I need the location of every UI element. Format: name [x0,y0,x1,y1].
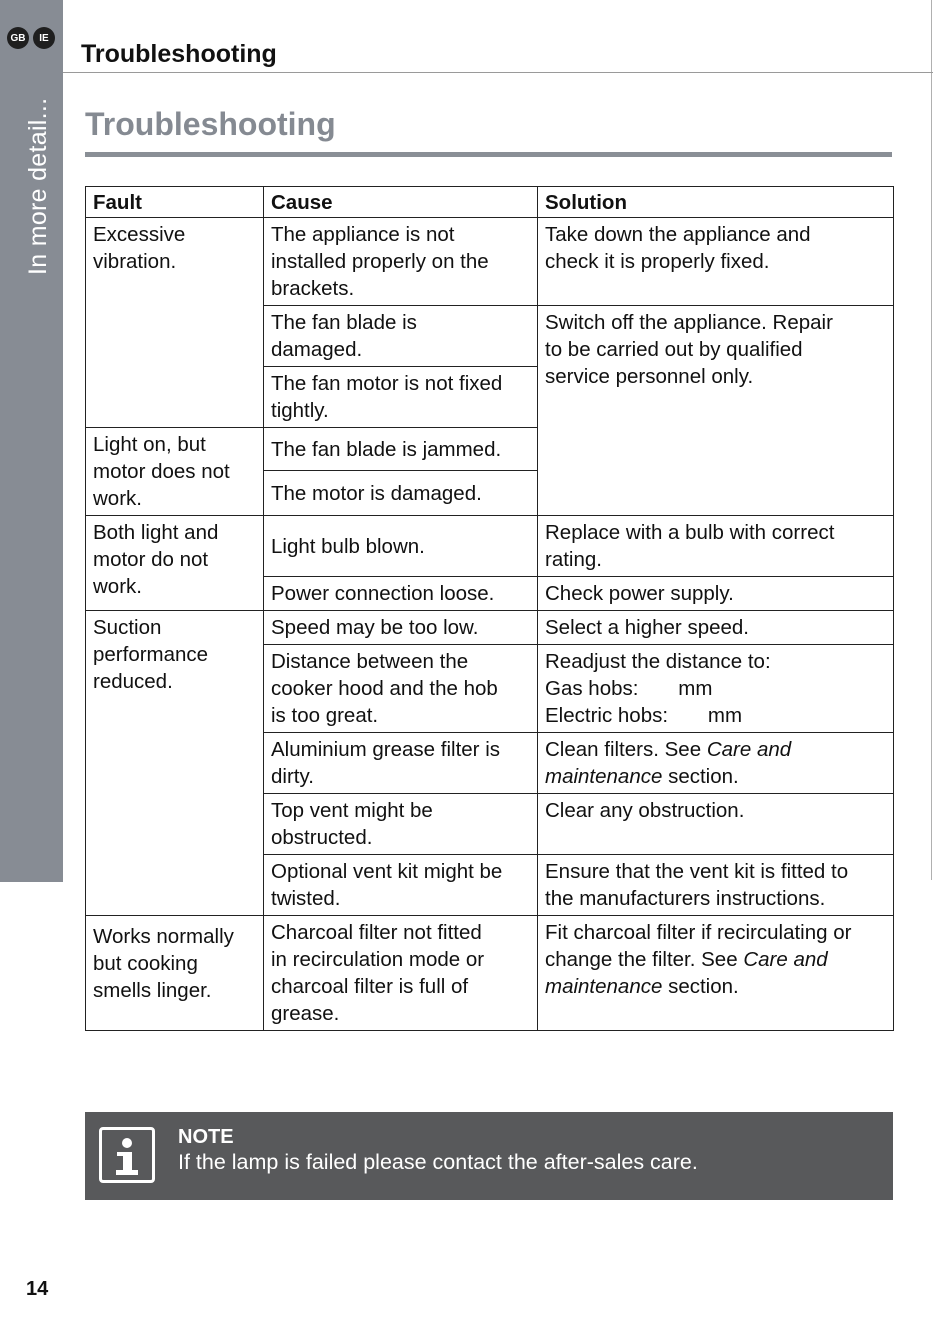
solution-cell: Clean filters. See Care and maintenance section. [538,733,894,794]
solution-cell: Select a higher speed. [538,611,894,645]
cause-cell: The motor is damaged. [264,471,538,516]
table-row [86,218,894,306]
note-text: If the lamp is failed please contact the after-sales care. [178,1150,698,1174]
cause-cell: Distance between the cooker hood and the hob is too great. [264,645,538,733]
solution-cell: Replace with a bulb with correct rating. [538,516,894,577]
cause-cell: The fan motor is not fixed tightly. [264,367,538,428]
troubleshooting-table [85,186,894,1031]
solution-cell: Take down the appliance and check it is properly fixed. [538,218,894,306]
table-row [86,516,894,577]
header-divider [63,72,933,73]
cause-cell: Optional vent kit might be twisted. [264,855,538,916]
section-title-rule [85,152,892,157]
cause-cell: Light bulb blown. [264,516,538,577]
note-box [85,1112,893,1200]
solution-cell: Ensure that the vent kit is fitted to the manufacturers instructions. [538,855,894,916]
column-header-fault: Fault [86,187,264,218]
section-title: Troubleshooting [85,106,336,142]
solution-cell: Check power supply. [538,577,894,611]
fault-cell: Excessive vibration. [86,218,264,428]
cause-cell: The appliance is not installed properly on the brackets. [264,218,538,306]
fault-cell: Suction performance reduced. [86,611,264,916]
country-badge-gb: GB [7,27,29,49]
page-header-title: Troubleshooting [81,40,277,68]
cause-cell: Power connection loose. [264,577,538,611]
table-header-row [86,187,894,218]
sidebar [0,0,63,882]
solution-cell: Fit charcoal filter if recirculating or change the filter. See Care and maintenance section. [538,916,894,1031]
column-header-solution: Solution [538,187,894,218]
cause-cell: The fan blade is damaged. [264,306,538,367]
fault-cell: Light on, but motor does not work. [86,428,264,516]
cause-cell: Speed may be too low. [264,611,538,645]
column-header-cause: Cause [264,187,538,218]
cause-cell: Top vent might be obstructed. [264,794,538,855]
cause-cell: Aluminium grease filter is dirty. [264,733,538,794]
fault-cell: Works normally but cooking smells linger. [86,916,264,1031]
info-icon [99,1127,155,1183]
note-title: NOTE [178,1126,234,1148]
solution-cell: Clear any obstruction. [538,794,894,855]
table-row [86,916,894,1031]
country-badge-ie: IE [33,27,55,49]
sidebar-vertical-label: In more detail... [24,97,52,275]
solution-cell: Switch off the appliance. Repair to be carried out by qualified service personnel only. [538,306,894,516]
solution-cell: Readjust the distance to: Gas hobs: mm Electric hobs: mm [538,645,894,733]
cause-cell: Charcoal filter not fitted in recirculation mode or charcoal filter is full of grease. [264,916,538,1031]
page-number: 14 [26,1278,49,1300]
cause-cell: The fan blade is jammed. [264,428,538,471]
table-row [86,611,894,645]
fault-cell: Both light and motor do not work. [86,516,264,611]
page-edge-rule [931,0,932,880]
